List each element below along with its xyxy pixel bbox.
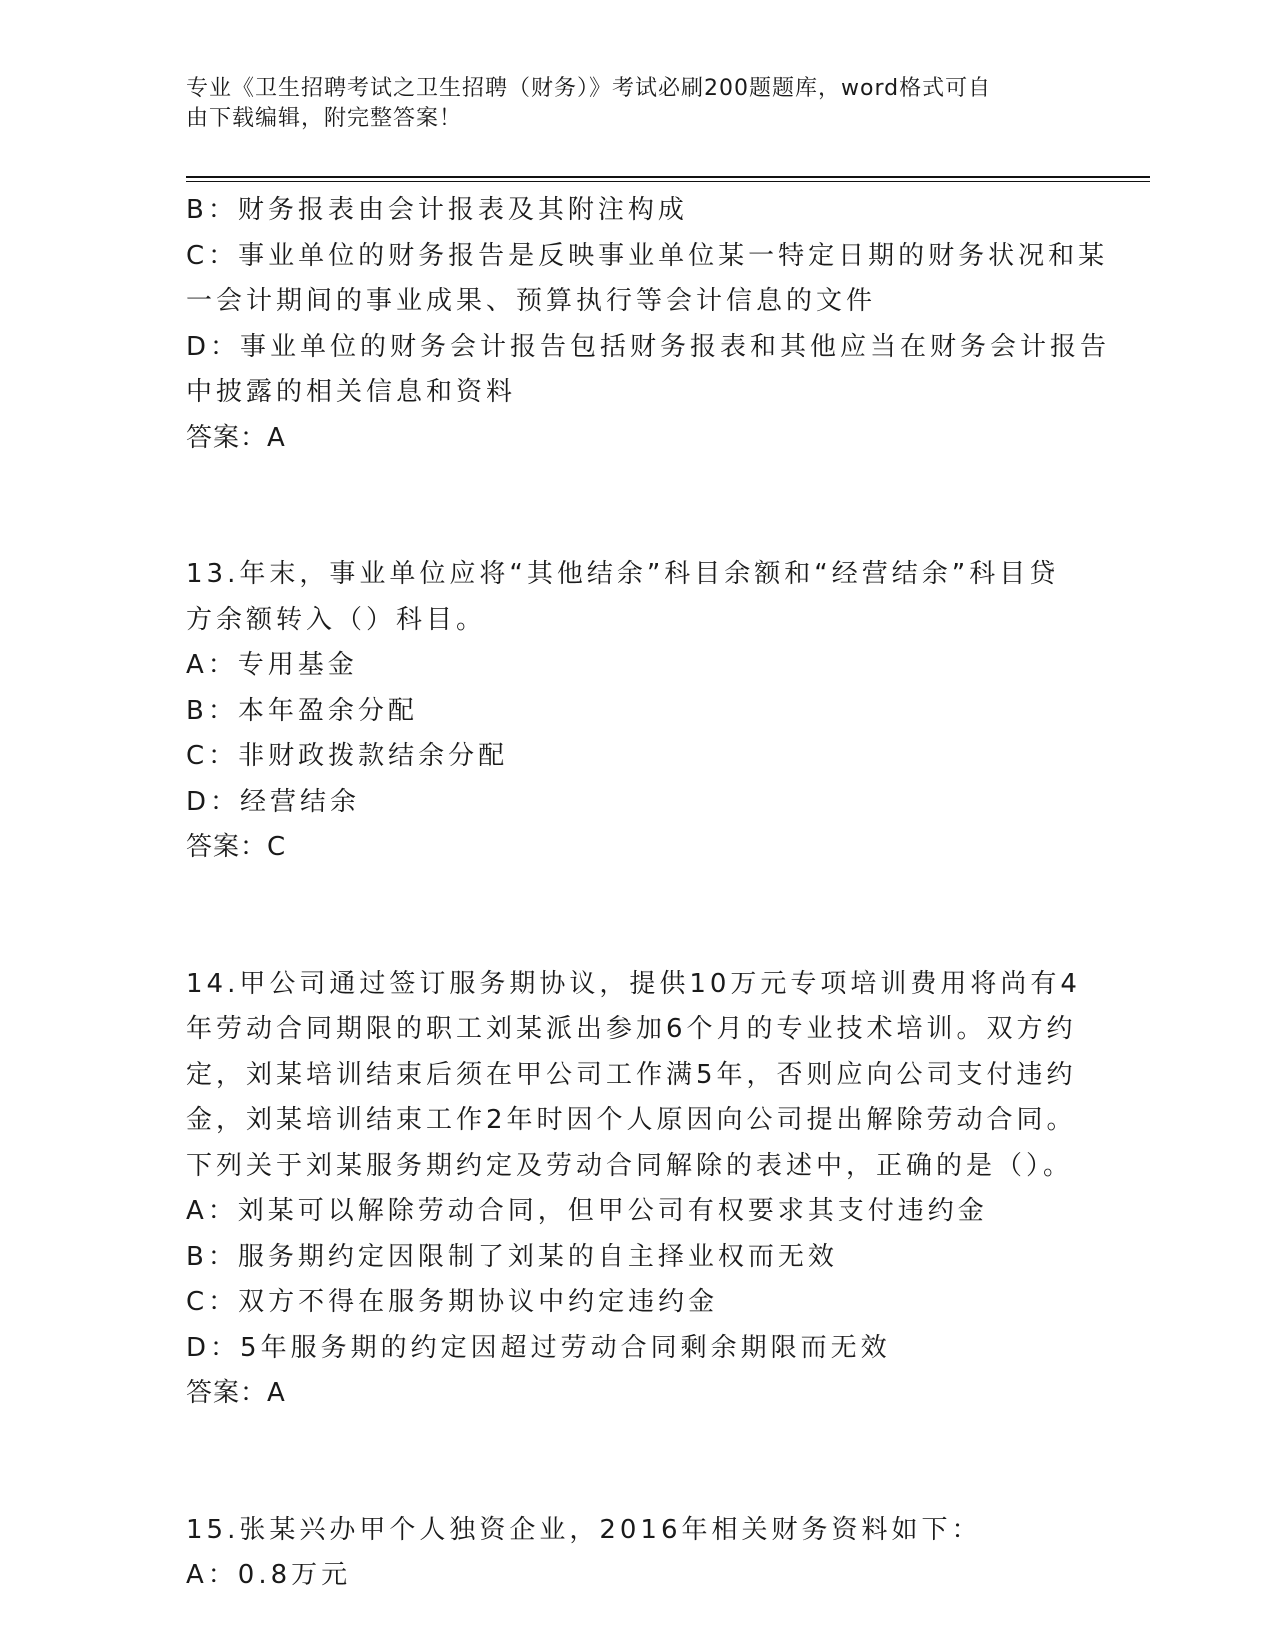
header-line-1: 专业《卫生招聘考试之卫生招聘（财务）》考试必刷200题题库，word格式可自 <box>186 76 992 101</box>
option-c: C：双方不得在服务期协议中约定违约金 <box>186 1287 719 1317</box>
question-14 <box>186 962 1086 1417</box>
option-a: A：0.8万元 <box>186 1560 352 1590</box>
option-a: A：专用基金 <box>186 650 358 680</box>
question-stem-line-1: 13.年末，事业单位应将“其他结余”科目余额和“经营结余”科目贷 <box>186 559 1060 589</box>
option-c: C：非财政拨款结余分配 <box>186 741 509 771</box>
question-13 <box>186 552 1086 871</box>
question-stem-line-4: 金，刘某培训结束工作2年时因个人原因向公司提出解除劳动合同。 <box>186 1105 1077 1135</box>
header-line-2: 由下载编辑，附完整答案！ <box>186 106 463 131</box>
question-stem-line-2: 方余额转入（）科目。 <box>186 604 487 635</box>
answer: 答案：C <box>186 832 287 862</box>
header-divider-thick <box>186 176 1150 178</box>
document-body <box>186 188 1111 1599</box>
question-stem-line-1: 14.甲公司通过签订服务期协议，提供10万元专项培训费用将尚有4 <box>186 968 1081 999</box>
question-stem-line-1: 15.张某兴办甲个人独资企业，2016年相关财务资料如下： <box>186 1514 982 1545</box>
question-spacer <box>186 871 1086 962</box>
option-c-line-1: C：事业单位的财务报告是反映事业单位某一特定日期的财务状况和某 <box>186 240 1109 271</box>
option-c-line-2: 一会计期间的事业成果、预算执行等会计信息的文件 <box>186 286 877 316</box>
answer: 答案：A <box>186 1378 286 1408</box>
question-15 <box>186 1508 1086 1599</box>
option-d: D：5年服务期的约定因超过劳动合同剩余期限而无效 <box>186 1332 891 1363</box>
question-spacer <box>186 1417 1086 1508</box>
option-a: A：刘某可以解除劳动合同，但甲公司有权要求其支付违约金 <box>186 1196 988 1226</box>
question-stem-line-5: 下列关于刘某服务期约定及劳动合同解除的表述中，正确的是（）。 <box>186 1150 1074 1181</box>
question-stem-line-3: 定，刘某培训结束后须在甲公司工作满5年，否则应向公司支付违约 <box>186 1059 1077 1090</box>
question-12 <box>186 188 1111 461</box>
option-d-line-1: D：事业单位的财务会计报告包括财务报表和其他应当在财务会计报告 <box>186 331 1111 362</box>
option-b: B：财务报表由会计报表及其附注构成 <box>186 195 688 225</box>
option-d-line-2: 中披露的相关信息和资料 <box>186 377 517 407</box>
option-b: B：本年盈余分配 <box>186 695 418 726</box>
question-spacer <box>186 461 1086 552</box>
option-d: D：经营结余 <box>186 786 361 817</box>
answer: 答案：A <box>186 422 286 453</box>
header-divider-thin <box>186 181 1150 182</box>
option-b: B：服务期约定因限制了刘某的自主择业权而无效 <box>186 1241 838 1272</box>
document-header <box>186 74 1066 134</box>
question-stem-line-2: 年劳动合同期限的职工刘某派出参加6个月的专业技术培训。双方约 <box>186 1014 1077 1044</box>
